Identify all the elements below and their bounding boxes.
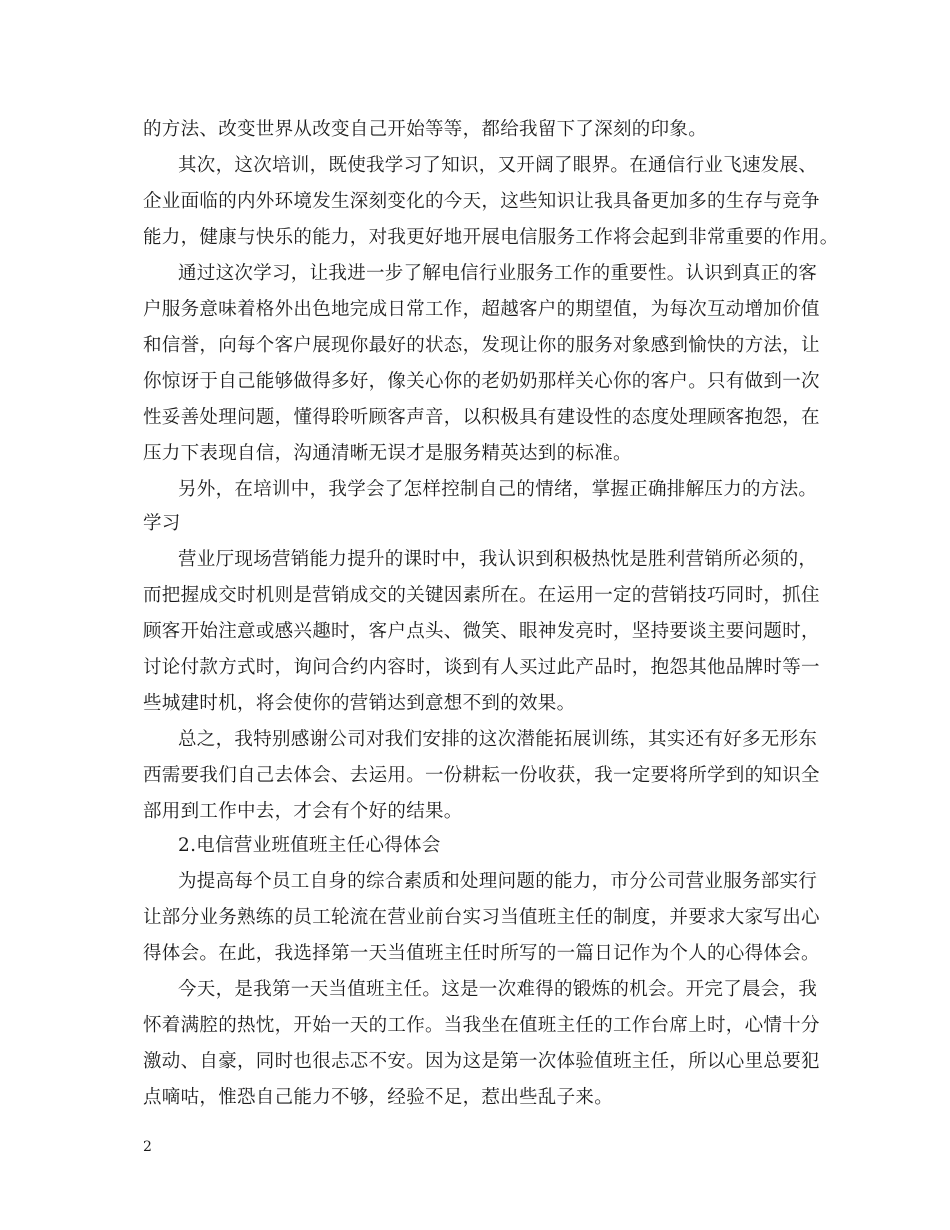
text-line: 点嘀咕，惟恐自己能力不够，经验不足，惹出些乱子来。 [143, 1087, 614, 1108]
section-heading: 2.电信营业班值班主任心得体会 [178, 835, 441, 856]
text-line: 的方法、改变世界从改变自己开始等等，都给我留下了深刻的印象。 [143, 119, 708, 140]
text-line: 西需要我们自己去体会、去运用。一份耕耘一份收获，我一定要将所学到的知识全 [143, 765, 820, 786]
text-line: 通过这次学习，让我进一步了解电信行业服务工作的重要性。认识到真正的客 [178, 263, 818, 284]
text-line: 总之，我特别感谢公司对我们安排的这次潜能拓展训练，其实还有好多无形东 [178, 729, 818, 750]
text-line: 户服务意味着格外出色地完成日常工作，超越客户的期望值，为每次互动增加价值 [143, 299, 820, 320]
text-line: 怀着满腔的热忱，开始一天的工作。当我坐在值班主任的工作台席上时，心情十分 [143, 1015, 820, 1036]
text-line: 学习 [143, 513, 181, 534]
text-line: 而把握成交时机则是营销成交的关键因素所在。在运用一定的营销技巧同时，抓住 [143, 585, 820, 606]
page-number: 2 [143, 1139, 152, 1155]
text-line: 顾客开始注意或感兴趣时，客户点头、微笑、眼神发亮时，坚持要谈主要问题时， [143, 621, 820, 642]
text-line: 激动、自豪，同时也很忐忑不安。因为这是第一次体验值班主任，所以心里总要犯 [143, 1051, 820, 1072]
text-line: 和信誉，向每个客户展现你最好的状态，发现让你的服务对象感到愉快的方法，让 [143, 335, 820, 356]
text-line: 为提高每个员工自身的综合素质和处理问题的能力，市分公司营业服务部实行 [178, 871, 818, 892]
text-line: 营业厅现场营销能力提升的课时中，我认识到积极热忱是胜利营销所必须的， [178, 549, 818, 570]
text-line: 今天，是我第一天当值班主任。这是一次难得的锻炼的机会。开完了晨会，我 [178, 979, 818, 1000]
text-line: 得体会。在此，我选择第一天当值班主任时所写的一篇日记作为个人的心得体会。 [143, 943, 820, 964]
text-line: 部用到工作中去，才会有个好的结果。 [143, 801, 463, 822]
text-line: 另外，在培训中，我学会了怎样控制自己的情绪，掌握正确排解压力的方法。 [178, 479, 818, 500]
text-line: 你惊讶于自己能够做得多好，像关心你的老奶奶那样关心你的客户。只有做到一次 [143, 371, 820, 392]
text-line: 能力，健康与快乐的能力，对我更好地开展电信服务工作将会起到非常重要的作用。 [143, 227, 839, 248]
text-line: 性妥善处理问题，懂得聆听顾客声音，以积极具有建设性的态度处理顾客抱怨，在 [143, 407, 820, 428]
text-line: 企业面临的内外环境发生深刻变化的今天，这些知识让我具备更加多的生存与竞争 [143, 191, 820, 212]
text-line: 些城建时机，将会使你的营销达到意想不到的效果。 [143, 693, 576, 714]
text-line: 让部分业务熟练的员工轮流在营业前台实习当值班主任的制度，并要求大家写出心 [143, 907, 820, 928]
text-line: 其次，这次培训，既使我学习了知识，又开阔了眼界。在通信行业飞速发展、 [178, 155, 818, 176]
text-line: 压力下表现自信，沟通清晰无误才是服务精英达到的标准。 [143, 443, 632, 464]
text-line: 讨论付款方式时，询问合约内容时，谈到有人买过此产品时，抱怨其他品牌时等一 [143, 657, 820, 678]
